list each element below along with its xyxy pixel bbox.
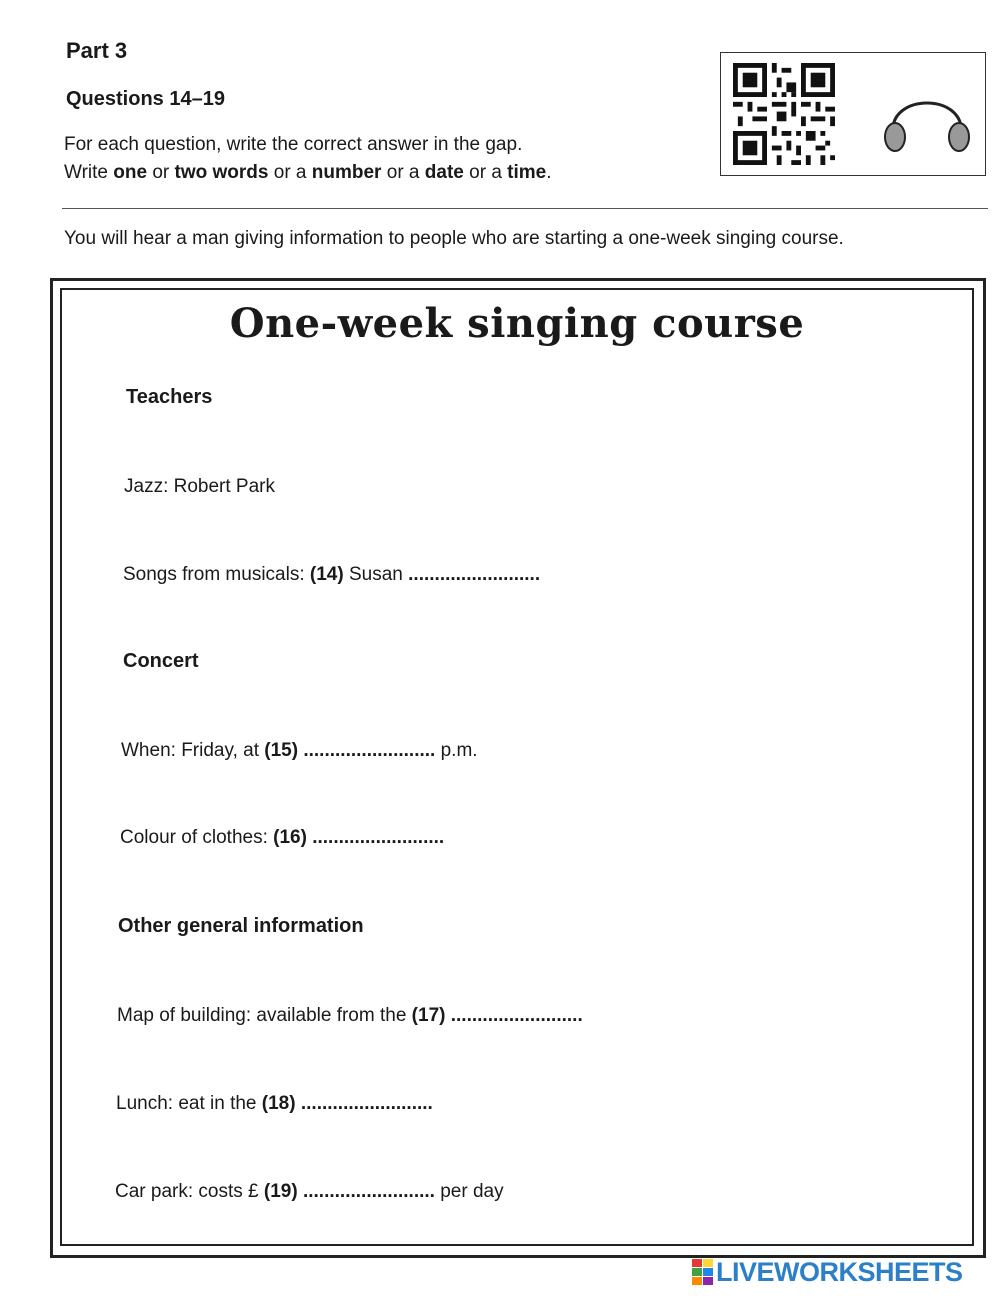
instruction-line-2: Write one or two words or a number or a date or a time. <box>64 162 552 183</box>
divider <box>62 208 988 209</box>
answer-blank-14[interactable]: ......................... <box>408 564 541 585</box>
teachers-heading: Teachers <box>126 386 213 408</box>
liveworksheets-logo-icon <box>692 1259 712 1285</box>
answer-blank-17[interactable]: ......................... <box>450 1005 583 1026</box>
headphones-icon[interactable] <box>881 75 973 157</box>
watermark-text: LIVEWORKSHEETS <box>716 1256 963 1287</box>
intro-text: You will hear a man giving information to people who are starting a one-week singing course. <box>64 228 844 249</box>
question-19: Car park: costs £ (19) ......................... per day <box>115 1181 504 1202</box>
question-16: Colour of clothes: (16) ......................... <box>120 827 445 848</box>
part-title: Part 3 <box>66 38 128 63</box>
audio-box <box>720 52 986 176</box>
question-18: Lunch: eat in the (18) ......................... <box>116 1093 433 1114</box>
answer-blank-16[interactable]: ......................... <box>312 827 445 848</box>
jazz-teacher: Jazz: Robert Park <box>124 476 275 497</box>
question-17: Map of building: available from the (17) ......................... <box>117 1005 583 1026</box>
concert-heading: Concert <box>123 650 199 672</box>
answer-blank-15[interactable]: ......................... <box>303 740 436 761</box>
qr-code-icon[interactable] <box>733 63 835 165</box>
instruction-line-1: For each question, write the correct answer in the gap. <box>64 134 523 155</box>
questions-title: Questions 14–19 <box>66 88 225 110</box>
question-14: Songs from musicals: (14) Susan ......................... <box>123 564 541 585</box>
answer-blank-18[interactable]: ......................... <box>300 1093 433 1114</box>
liveworksheets-watermark[interactable] <box>692 1256 963 1288</box>
course-title: One-week singing course <box>229 300 805 347</box>
answer-blank-19[interactable]: ......................... <box>302 1181 435 1202</box>
other-info-heading: Other general information <box>118 915 364 937</box>
question-15: When: Friday, at (15) ......................... p.m. <box>121 740 478 761</box>
